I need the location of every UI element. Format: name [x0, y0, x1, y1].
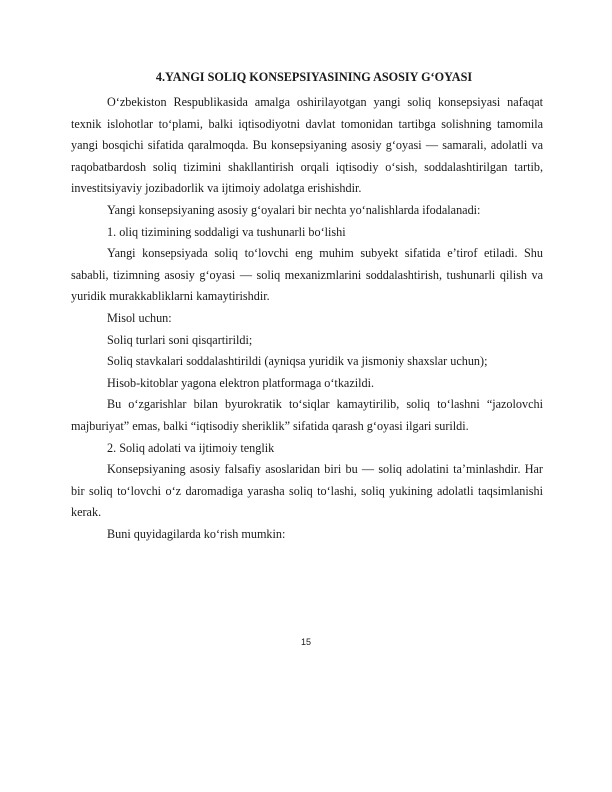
paragraph-taxpayer: Yangi konsepsiyada soliq to‘lovchi eng muhim subyekt sifatida e’tirof etiladi. Shu sababli, tizimning asosiy g‘oyasi — soliq mexanizmlarini soddalashtirish, tushunarli qilish va yuridik murakkabliklarni kamaytirishdir. — [71, 246, 543, 304]
section-heading: 4.YANGI SOLIQ KONSEPSIYASINING ASOSIY G‘OYASI — [155, 70, 473, 84]
list-item: Soliq stavkalari soddalashtirildi (ayniqsa yuridik va jismoniy shaxslar uchun); — [107, 354, 488, 369]
list-item: Soliq turlari soni qisqartirildi; — [107, 332, 253, 347]
subheading-fairness: 2. Soliq adolati va ijtimoiy tenglik — [107, 440, 275, 455]
page-number: 15 — [300, 637, 311, 647]
paragraph-fairness: Konsepsiyaning asosiy falsafiy asoslaridan biri bu — soliq adolatini ta’minlashdir. Har bir soliq to‘lovchi o‘z daromadiga yarasha soliq to‘lashi, soliq yukining adolatli taqsimlanishi kerak. — [71, 462, 543, 520]
list-item: Hisob-kitoblar yagona elektron platformaga o‘tkazildi. — [107, 375, 375, 390]
paragraph-example-label: Misol uchun: — [107, 310, 172, 325]
paragraph-intro: O‘zbekiston Respublikasida amalga oshirilayotgan yangi soliq konsepsiyasi nafaqat texnik islohotlar to‘plami, balki iqtisodiyotni davlat tomonidan tartibga solishning tamomila yangi bosqichi sifatida qaralmoqda. Bu konsepsiyaning asosiy g‘oyasi — samarali, adolatli va raqobatbardosh soliq tizimini shakllantirish orqali iqtisodiy o‘sish, soddalashtirilgan tartib, investitsiyaviy jozibadorlik va ijtimoiy adolatga erishishdir. — [71, 95, 543, 196]
paragraph-main-ideas: Yangi konsepsiyaning asosiy g‘oyalari bir nechta yo‘nalishlarda ifodalanadi: — [107, 202, 481, 217]
page-body — [71, 70, 543, 545]
paragraph-bureaucracy: Bu o‘zgarishlar bilan byurokratik to‘siqlar kamaytirilib, soliq to‘lashni “jazolovchi majburiyat” emas, balki “iqtisodiy sheriklik” sifatida qarash g‘oyasi ilgari surildi. — [71, 397, 543, 433]
subheading-simplicity: 1. oliq tizimining soddaligi va tushunarli bo‘lishi — [107, 224, 346, 239]
paragraph-seen-in: Buni quyidagilarda ko‘rish mumkin: — [107, 526, 286, 541]
